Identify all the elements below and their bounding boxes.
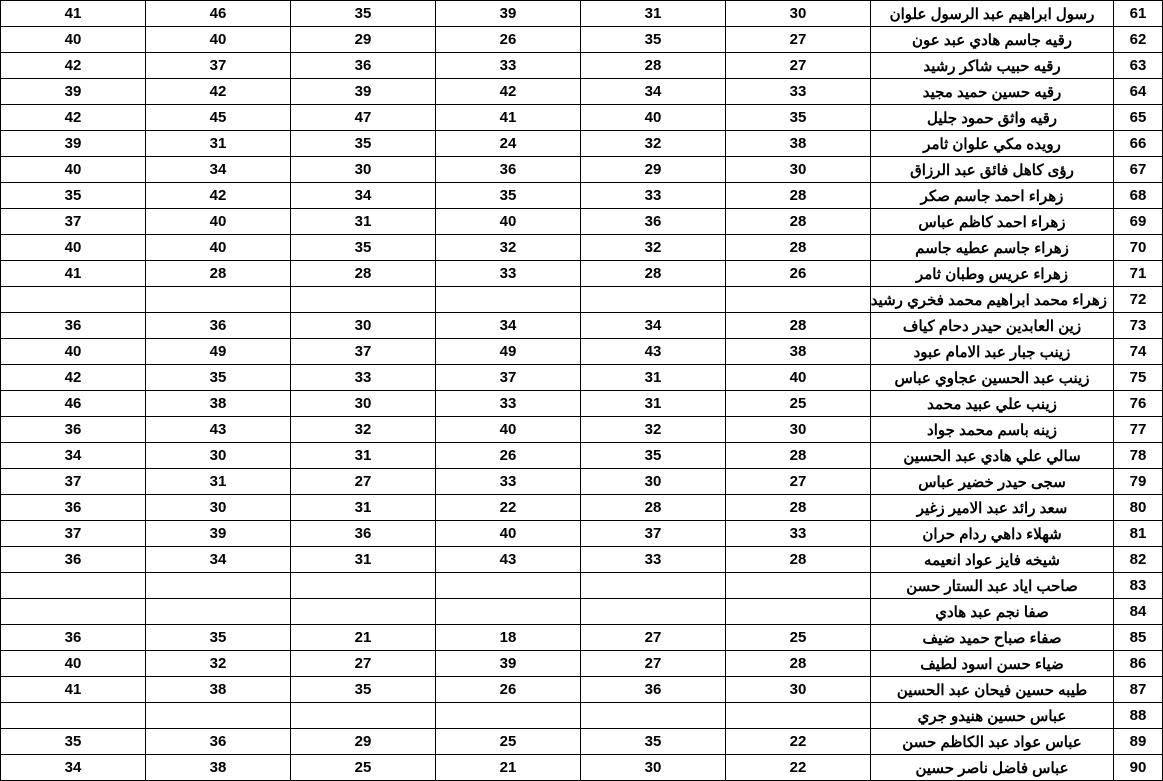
score-cell[interactable]: 35 [436,183,581,209]
table-row [1,53,1163,79]
score-cell[interactable] [146,287,291,313]
row-index-cell[interactable]: 68 [1114,183,1163,209]
table-row [1,677,1163,703]
score-cell[interactable]: 34 [291,183,436,209]
table-row [1,703,1163,729]
table-row [1,209,1163,235]
row-index-cell[interactable]: 81 [1114,521,1163,547]
student-name-cell[interactable]: شيخه فايز عواد انعيمه [871,547,1114,573]
score-cell[interactable]: 37 [146,53,291,79]
row-index-cell[interactable]: 90 [1114,755,1163,781]
score-cell[interactable]: 32 [291,417,436,443]
score-cell[interactable]: 49 [146,339,291,365]
score-cell[interactable]: 28 [726,313,871,339]
score-cell[interactable]: 30 [726,1,871,27]
table-row [1,495,1163,521]
score-cell[interactable]: 37 [1,209,146,235]
score-cell[interactable]: 30 [146,443,291,469]
score-cell[interactable]: 28 [581,53,726,79]
score-cell[interactable] [581,599,726,625]
score-cell[interactable]: 30 [291,391,436,417]
score-cell[interactable]: 34 [1,443,146,469]
score-cell[interactable]: 41 [1,677,146,703]
table-row [1,573,1163,599]
score-cell[interactable]: 30 [726,677,871,703]
score-cell[interactable]: 35 [291,131,436,157]
student-name-cell[interactable]: صفاء صباح حميد ضيف [871,625,1114,651]
score-cell[interactable]: 27 [726,53,871,79]
score-cell[interactable] [726,287,871,313]
score-cell[interactable]: 28 [726,495,871,521]
score-cell[interactable]: 39 [146,521,291,547]
student-name-cell[interactable]: رقيه واثق حمود جليل [871,105,1114,131]
score-cell[interactable]: 32 [581,131,726,157]
score-cell[interactable]: 31 [146,131,291,157]
score-cell[interactable]: 35 [146,625,291,651]
student-name-cell[interactable]: رقيه حسين حميد مجيد [871,79,1114,105]
table-row [1,755,1163,781]
score-cell[interactable]: 22 [726,729,871,755]
student-name-cell[interactable]: زهراء احمد جاسم صكر [871,183,1114,209]
score-cell[interactable]: 28 [726,547,871,573]
row-index-cell[interactable]: 65 [1114,105,1163,131]
score-cell[interactable]: 34 [146,547,291,573]
score-cell[interactable]: 40 [146,209,291,235]
score-cell[interactable]: 36 [1,625,146,651]
score-cell[interactable]: 33 [436,261,581,287]
table-row [1,365,1163,391]
score-cell[interactable]: 40 [1,235,146,261]
score-cell[interactable]: 28 [291,261,436,287]
score-cell[interactable]: 35 [581,729,726,755]
student-name-cell[interactable]: رسول ابراهيم عبد الرسول علوان [871,1,1114,27]
student-name-cell[interactable]: صفا نجم عبد هادي [871,599,1114,625]
table-body [1,1,1163,781]
table-row [1,729,1163,755]
score-cell[interactable]: 33 [581,547,726,573]
student-name-cell[interactable]: زينب عبد الحسين عجاوي عباس [871,365,1114,391]
score-cell[interactable]: 47 [291,105,436,131]
score-cell[interactable]: 37 [581,521,726,547]
score-cell[interactable] [291,703,436,729]
table-row [1,547,1163,573]
student-name-cell[interactable]: زينب جبار عبد الامام عبود [871,339,1114,365]
score-cell[interactable] [581,287,726,313]
score-cell[interactable]: 40 [581,105,726,131]
score-cell[interactable]: 26 [436,677,581,703]
row-index-cell[interactable]: 88 [1114,703,1163,729]
score-cell[interactable]: 25 [291,755,436,781]
table-row [1,443,1163,469]
student-name-cell[interactable]: سجى حيدر خضير عباس [871,469,1114,495]
score-cell[interactable]: 29 [291,729,436,755]
score-cell[interactable]: 40 [436,417,581,443]
score-cell[interactable] [581,573,726,599]
table-row [1,651,1163,677]
score-cell[interactable]: 22 [436,495,581,521]
score-cell[interactable]: 39 [291,79,436,105]
score-cell[interactable]: 31 [291,495,436,521]
row-index-cell[interactable]: 73 [1114,313,1163,339]
score-cell[interactable]: 35 [581,443,726,469]
score-cell[interactable]: 36 [1,313,146,339]
score-cell[interactable]: 25 [726,391,871,417]
score-cell[interactable]: 25 [436,729,581,755]
score-cell[interactable]: 33 [291,365,436,391]
score-cell[interactable]: 30 [581,469,726,495]
score-cell[interactable]: 31 [581,1,726,27]
score-cell[interactable]: 31 [291,443,436,469]
score-cell[interactable]: 43 [436,547,581,573]
score-cell[interactable] [146,703,291,729]
score-cell[interactable]: 42 [146,79,291,105]
score-cell[interactable]: 36 [1,547,146,573]
score-cell[interactable]: 34 [581,313,726,339]
score-cell[interactable] [1,573,146,599]
row-index-cell[interactable]: 78 [1114,443,1163,469]
score-cell[interactable]: 29 [581,157,726,183]
score-cell[interactable]: 29 [291,27,436,53]
row-index-cell[interactable]: 75 [1114,365,1163,391]
score-cell[interactable] [146,573,291,599]
table-row [1,1,1163,27]
score-cell[interactable]: 30 [291,157,436,183]
score-cell[interactable]: 45 [146,105,291,131]
score-cell[interactable]: 28 [726,651,871,677]
score-cell[interactable]: 24 [436,131,581,157]
score-cell[interactable]: 41 [436,105,581,131]
score-cell[interactable]: 28 [726,183,871,209]
score-cell[interactable]: 42 [436,79,581,105]
row-index-cell[interactable]: 85 [1114,625,1163,651]
table-row [1,599,1163,625]
score-cell[interactable]: 40 [1,157,146,183]
score-cell[interactable]: 28 [726,209,871,235]
row-index-cell[interactable]: 67 [1114,157,1163,183]
score-cell[interactable]: 31 [146,469,291,495]
score-cell[interactable]: 39 [1,131,146,157]
row-index-cell[interactable]: 74 [1114,339,1163,365]
score-cell[interactable]: 37 [1,521,146,547]
score-cell[interactable]: 41 [1,1,146,27]
score-cell[interactable]: 37 [291,339,436,365]
score-cell[interactable]: 35 [581,27,726,53]
score-cell[interactable]: 34 [1,755,146,781]
student-name-cell[interactable]: عباس فاضل ناصر حسين [871,755,1114,781]
score-cell[interactable]: 36 [291,53,436,79]
score-cell[interactable]: 31 [581,391,726,417]
score-cell[interactable]: 46 [146,1,291,27]
student-name-cell[interactable]: سعد رائد عبد الامير زغير [871,495,1114,521]
table-row [1,417,1163,443]
score-cell[interactable]: 49 [436,339,581,365]
score-cell[interactable]: 26 [726,261,871,287]
row-index-cell[interactable]: 76 [1114,391,1163,417]
student-name-cell[interactable]: شهلاء داهي ردام حران [871,521,1114,547]
student-name-cell[interactable]: زهراء جاسم عطيه جاسم [871,235,1114,261]
score-cell[interactable]: 26 [436,27,581,53]
table-row [1,521,1163,547]
score-cell[interactable] [726,573,871,599]
score-cell[interactable]: 33 [726,79,871,105]
score-cell[interactable]: 28 [581,495,726,521]
student-name-cell[interactable]: زينب علي عبيد محمد [871,391,1114,417]
score-cell[interactable]: 32 [581,235,726,261]
score-cell[interactable]: 30 [726,417,871,443]
score-cell[interactable]: 43 [581,339,726,365]
score-cell[interactable] [291,599,436,625]
table-row [1,79,1163,105]
score-cell[interactable]: 35 [726,105,871,131]
score-cell[interactable]: 35 [146,365,291,391]
table-row [1,261,1163,287]
score-cell[interactable]: 42 [1,105,146,131]
score-cell[interactable] [1,599,146,625]
score-cell[interactable]: 28 [726,235,871,261]
score-cell[interactable]: 42 [146,183,291,209]
score-cell[interactable]: 35 [291,1,436,27]
score-cell[interactable]: 36 [581,209,726,235]
table-row [1,313,1163,339]
student-name-cell[interactable]: رويده مكي علوان ثامر [871,131,1114,157]
score-cell[interactable]: 30 [291,313,436,339]
score-cell[interactable]: 40 [1,651,146,677]
student-name-cell[interactable]: رؤى كاهل فائق عبد الرزاق [871,157,1114,183]
row-index-cell[interactable]: 80 [1114,495,1163,521]
score-cell[interactable]: 28 [581,261,726,287]
score-cell[interactable]: 18 [436,625,581,651]
table-row [1,625,1163,651]
score-cell[interactable]: 27 [581,651,726,677]
score-cell[interactable]: 35 [291,235,436,261]
table-row [1,105,1163,131]
row-index-cell[interactable]: 62 [1114,27,1163,53]
score-cell[interactable] [726,703,871,729]
score-cell[interactable]: 38 [726,131,871,157]
score-cell[interactable]: 30 [581,755,726,781]
score-cell[interactable]: 26 [436,443,581,469]
student-name-cell[interactable]: ضياء حسن اسود لطيف [871,651,1114,677]
score-cell[interactable]: 31 [291,547,436,573]
score-cell[interactable]: 36 [1,417,146,443]
score-cell[interactable]: 36 [291,521,436,547]
score-cell[interactable]: 34 [581,79,726,105]
row-index-cell[interactable]: 84 [1114,599,1163,625]
score-cell[interactable]: 40 [436,209,581,235]
score-cell[interactable]: 36 [146,729,291,755]
row-index-cell[interactable]: 70 [1114,235,1163,261]
score-cell[interactable]: 36 [581,677,726,703]
score-cell[interactable]: 37 [436,365,581,391]
score-cell[interactable] [436,599,581,625]
table-row [1,469,1163,495]
row-index-cell[interactable]: 83 [1114,573,1163,599]
score-cell[interactable]: 39 [436,1,581,27]
score-cell[interactable]: 33 [436,391,581,417]
score-cell[interactable]: 33 [726,521,871,547]
table-row [1,339,1163,365]
score-cell[interactable] [436,287,581,313]
score-cell[interactable]: 31 [291,209,436,235]
score-cell[interactable] [1,703,146,729]
score-cell[interactable]: 40 [436,521,581,547]
score-cell[interactable]: 39 [1,79,146,105]
row-index-cell[interactable]: 87 [1114,677,1163,703]
score-cell[interactable]: 39 [436,651,581,677]
score-cell[interactable]: 22 [726,755,871,781]
score-cell[interactable]: 25 [726,625,871,651]
row-index-cell[interactable]: 66 [1114,131,1163,157]
student-name-cell[interactable]: زهراء محمد ابراهيم محمد فخري رشيد [871,287,1114,313]
row-index-cell[interactable]: 71 [1114,261,1163,287]
score-cell[interactable] [1,287,146,313]
row-index-cell[interactable]: 82 [1114,547,1163,573]
score-cell[interactable] [146,599,291,625]
score-cell[interactable]: 46 [1,391,146,417]
score-cell[interactable] [581,703,726,729]
table-row [1,235,1163,261]
score-cell[interactable] [291,287,436,313]
score-cell[interactable]: 27 [291,469,436,495]
score-cell[interactable]: 38 [146,755,291,781]
score-cell[interactable]: 32 [146,651,291,677]
score-cell[interactable]: 27 [726,27,871,53]
score-cell[interactable]: 40 [1,339,146,365]
table-row [1,157,1163,183]
score-cell[interactable] [726,599,871,625]
student-name-cell[interactable]: عباس عواد عبد الكاظم حسن [871,729,1114,755]
row-index-cell[interactable]: 72 [1114,287,1163,313]
score-cell[interactable]: 35 [1,729,146,755]
student-name-cell[interactable]: سالي علي هادي عبد الحسين [871,443,1114,469]
score-cell[interactable] [436,573,581,599]
score-cell[interactable]: 33 [436,469,581,495]
score-cell[interactable]: 42 [1,365,146,391]
table-row [1,183,1163,209]
row-index-cell[interactable]: 64 [1114,79,1163,105]
score-cell[interactable]: 42 [1,53,146,79]
score-cell[interactable]: 41 [1,261,146,287]
score-cell[interactable]: 28 [726,443,871,469]
row-index-cell[interactable]: 86 [1114,651,1163,677]
score-cell[interactable]: 21 [436,755,581,781]
student-name-cell[interactable]: زهراء عريس وطبان ثامر [871,261,1114,287]
table-row [1,287,1163,313]
score-cell[interactable] [436,703,581,729]
score-cell[interactable]: 33 [581,183,726,209]
row-index-cell[interactable]: 77 [1114,417,1163,443]
score-cell[interactable]: 31 [581,365,726,391]
score-cell[interactable]: 43 [146,417,291,443]
score-cell[interactable]: 40 [726,365,871,391]
score-cell[interactable]: 38 [146,391,291,417]
score-cell[interactable]: 40 [146,235,291,261]
student-name-cell[interactable]: طيبه حسين فيحان عبد الحسين [871,677,1114,703]
score-cell[interactable]: 36 [1,495,146,521]
score-cell[interactable]: 28 [146,261,291,287]
student-name-cell[interactable]: صاحب اياد عبد الستار حسن [871,573,1114,599]
score-cell[interactable]: 38 [146,677,291,703]
student-name-cell[interactable]: رقيه حبيب شاكر رشيد [871,53,1114,79]
student-name-cell[interactable]: زينه باسم محمد جواد [871,417,1114,443]
score-cell[interactable]: 30 [726,157,871,183]
table-row [1,391,1163,417]
score-cell[interactable]: 27 [581,625,726,651]
score-cell[interactable]: 40 [1,27,146,53]
student-name-cell[interactable]: عباس حسين هنيدو جري [871,703,1114,729]
score-cell[interactable]: 37 [1,469,146,495]
score-cell[interactable]: 27 [291,651,436,677]
row-index-cell[interactable]: 63 [1114,53,1163,79]
table-row [1,27,1163,53]
score-cell[interactable]: 32 [436,235,581,261]
score-cell[interactable]: 38 [726,339,871,365]
score-cell[interactable]: 40 [146,27,291,53]
score-cell[interactable]: 33 [436,53,581,79]
score-cell[interactable]: 30 [146,495,291,521]
row-index-cell[interactable]: 69 [1114,209,1163,235]
score-cell[interactable]: 36 [146,313,291,339]
score-cell[interactable]: 35 [1,183,146,209]
score-cell[interactable]: 36 [436,157,581,183]
score-cell[interactable]: 32 [581,417,726,443]
row-index-cell[interactable]: 89 [1114,729,1163,755]
score-cell[interactable]: 34 [146,157,291,183]
row-index-cell[interactable]: 61 [1114,1,1163,27]
table-row [1,131,1163,157]
student-name-cell[interactable]: زين العابدين حيدر دحام كياف [871,313,1114,339]
row-index-cell[interactable]: 79 [1114,469,1163,495]
score-cell[interactable]: 34 [436,313,581,339]
student-name-cell[interactable]: زهراء احمد كاظم عباس [871,209,1114,235]
score-cell[interactable]: 27 [726,469,871,495]
score-cell[interactable]: 21 [291,625,436,651]
score-cell[interactable] [291,573,436,599]
score-cell[interactable]: 35 [291,677,436,703]
student-name-cell[interactable]: رقيه جاسم هادي عبد عون [871,27,1114,53]
